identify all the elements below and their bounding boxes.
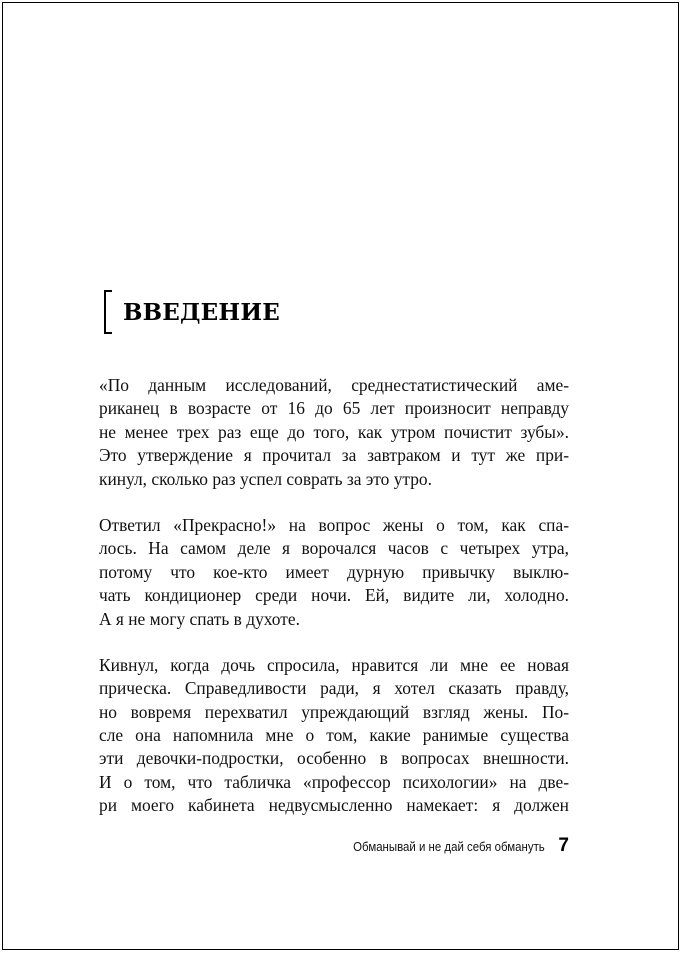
paragraph-1 (99, 374, 569, 491)
text-line: «По данным исследований, среднестатистический аме- (99, 375, 569, 395)
text-line: Это утверждение я прочитал за завтраком и тут же при- (99, 445, 569, 466)
text-line: кинул, сколько раз успел соврать за это утро. (99, 468, 432, 489)
text-line: риканец в возрасте от 16 до 65 лет произносит неправду (99, 398, 569, 419)
paragraph-2 (99, 514, 569, 631)
text-line: ри моего кабинета недвусмысленно намекает: я должен (99, 795, 569, 816)
text-line: эти девочки-подростки, особенно в вопросах внешности. (99, 748, 569, 769)
book-page (2, 2, 679, 950)
paragraph-3 (99, 654, 569, 818)
bracket-ornament (104, 290, 112, 334)
page-number: 7 (558, 835, 569, 856)
chapter-heading-block (104, 288, 280, 336)
chapter-heading: ВВЕДЕНИЕ (123, 298, 280, 326)
text-line: А я не могу спать в духоте. (99, 608, 300, 629)
text-line: И о том, что табличка «профессор психологии» на две- (99, 771, 569, 792)
text-line: но вовремя перехватил упреждающий взгляд жены. По- (99, 701, 569, 722)
text-line: не менее трех раз еще до того, как утром почистит зубы». (99, 421, 569, 442)
text-line: сле она напомнила мне о том, какие ранимые существа (99, 725, 569, 746)
page-footer (99, 835, 569, 857)
text-line: потому что кое-кто имеет дурную привычку выклю- (99, 561, 569, 582)
text-line: чать кондиционер среди ночи. Ей, видите ли, холодно. (99, 585, 569, 606)
running-title: Обманывай и не дай себя обмануть (352, 839, 545, 854)
text-line: Кивнул, когда дочь спросила, нравится ли мне ее новая (99, 654, 569, 675)
text-line: Ответил «Прекрасно!» на вопрос жены о том, как спа- (99, 514, 569, 535)
text-line: лось. На самом деле я ворочался часов с четырех утра, (99, 538, 569, 559)
body-text (99, 374, 569, 841)
text-line: прическа. Справедливости ради, я хотел сказать правду, (99, 678, 569, 699)
